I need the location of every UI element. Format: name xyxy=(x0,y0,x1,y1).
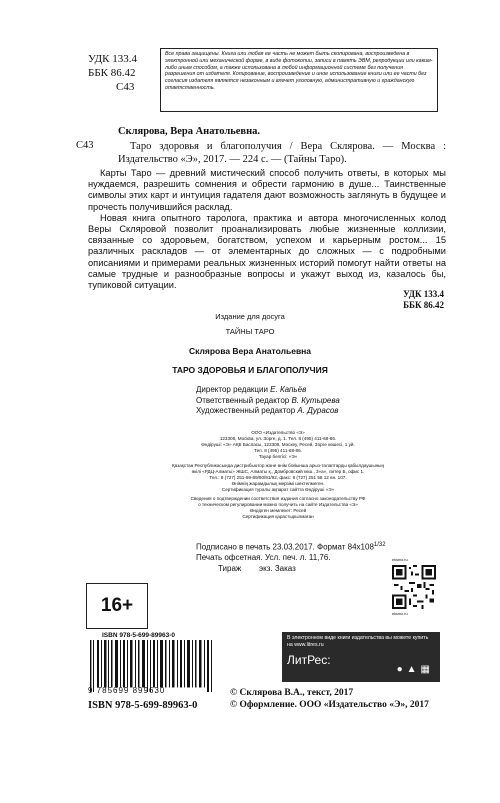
print-line: Тираж экз. Заказ xyxy=(218,563,296,573)
credit-line xyxy=(196,396,340,407)
annotation-paragraph: Новая книга опытного таролога, практика и автора многочисленных колод Веры Скляровой позволит проанализировать любые жизненные коллизии, связанные со здоровьем, богатством, успехом и карьерным ростом... 15 различных раскладов — от элементарных до сложных — с подробными описаниями и примерами реальных жизненных историй помогут найти ответы на самые трудные и разнообразные вопросы и укажут выход из, казалось бы, тупиковой ситуации. xyxy=(88,212,446,291)
print-line: Печать офсетная. Усл. печ. л. 11,76. xyxy=(196,553,331,563)
imprint-author: Склярова Вера Анатольевна xyxy=(188,346,312,356)
author-mark: С43 xyxy=(116,81,135,93)
small-line: Тауар белгісі: «Э» xyxy=(258,454,298,459)
print-line xyxy=(196,540,386,553)
small-line: Өнімнің жарамдылық мерзімі шектелмеген. xyxy=(231,481,325,486)
credit-role: Директор редакции xyxy=(196,385,268,394)
publisher-small-print xyxy=(148,430,408,520)
credit-role: Ответственный редактор xyxy=(196,395,290,405)
small-line: Тел.: 8 (727) 251-59-89/90/91/92, факс: 8 (727) 251 58 12 вн. 107. xyxy=(209,475,347,480)
small-line: Қазақстан Республикасында дистрибьютор және өнім бойынша арыз-талаптарды қабылдаушының xyxy=(171,463,385,468)
copyright-line: © Оформление. ООО «Издательство «Э», 2017 xyxy=(230,700,429,710)
small-line: Сведения о подтверждении соответствия издания согласно законодательству РФ xyxy=(190,496,366,501)
credit-line xyxy=(196,406,340,417)
store-icons xyxy=(397,664,434,675)
small-line: о техническом регулировании можно получить на сайте Издательства «Э» xyxy=(198,502,358,507)
android-icon: ▲ xyxy=(406,664,421,675)
ebook-note: В электронном виде книги издательства вы можете купить на www.litres.ru xyxy=(287,635,429,648)
udk-code-right: УДК 133.4 xyxy=(403,289,444,299)
small-line: өкілі «РДЦ-Алматы» ЖШС, Алматы қ., Домбровский көш., 3«а», литер Б, офис 1. xyxy=(191,469,365,474)
small-line: Сертификация туралы ақпарат сайтта Өндіруші «Э» xyxy=(221,487,335,492)
small-line: 123308, Москва, ул. Зорге, д. 1. Тел. 8 (495) 411-68-86. xyxy=(219,436,337,441)
ebook-promo xyxy=(282,632,440,682)
copyright-block xyxy=(230,687,429,711)
annotation-paragraph: Карты Таро — древний мистический способ получить ответы, в которых мы нуждаемся, разрешить сомнения и обрести гармонию в душе... Таинственные символы этих карт и интуиция гадателя дают возможность заглянуть в будущее и прочесть получившийся расклад. xyxy=(88,168,446,212)
classification-right xyxy=(403,289,444,311)
credit-name: В. Кутырева xyxy=(291,395,340,405)
windows-icon: ▦ xyxy=(420,664,434,675)
bibliography-description xyxy=(118,140,446,166)
small-line: Тел. 8 (495) 411-68-86. xyxy=(254,448,302,453)
edition-kind: Издание для досуга xyxy=(215,312,285,321)
qr-code-icon xyxy=(392,565,436,609)
annotation xyxy=(88,168,446,291)
rights-notice: Все права защищены. Книга или любая ее часть не может быть скопирована, воспроизведена в электронной или механической форме, в виде фотокопии, записи в память ЭВМ, репродукции или каким-либо иным способом, а также использована в любой информационной системе без получения разрешения от издателя. Копирование, воспроизведение и иное использование книги или ее части без согласия издателя является незаконным и влечет уголовную, административную и гражданскую ответственность. xyxy=(160,48,438,112)
small-line: Өндірген мемлекет: Ресей xyxy=(249,508,307,513)
print-info xyxy=(196,540,386,574)
credit-role: Художественный редактор xyxy=(196,406,296,416)
small-line: ООО «Издательство «Э» xyxy=(251,430,305,435)
credit-name: Е. Капьёв xyxy=(270,385,307,394)
copyright-line: © Склярова В.А., текст, 2017 xyxy=(230,688,354,698)
credit-line xyxy=(196,385,340,396)
barcode-isbn: ISBN 978-5-699-89963-0 xyxy=(102,632,175,639)
litres-logo: ЛитРес: xyxy=(287,653,331,667)
print-signed: Подписано в печать 23.03.2017. Формат 84х108 xyxy=(196,542,374,552)
bbk-code-right: ББК 86.42 xyxy=(403,300,444,310)
bbk-code: ББК 86.42 xyxy=(88,67,136,79)
age-rating-badge: 16+ xyxy=(86,583,148,629)
qr-caption: eksmo.ru xyxy=(392,558,408,562)
imprint-title: ТАРО ЗДОРОВЬЯ И БЛАГОПОЛУЧИЯ xyxy=(172,365,328,375)
bibliography-description-text: Таро здоровья и благополучия / Вера Склярова. — Москва : Издательство «Э», 2017. — 224 с. — (Тайны Таро). xyxy=(118,141,446,165)
small-line: Сертификация қарастырылмаған xyxy=(242,514,314,519)
isbn: ISBN 978-5-699-89963-0 xyxy=(88,700,198,711)
series-name: ТАЙНЫ ТАРО xyxy=(225,327,275,336)
bibliography-author: Склярова, Вера Анатольевна. xyxy=(118,126,261,137)
small-line: Өндіруші: «Э» АҚБ Баспасы, 123308, Мәскеу, Ресей, Зорге көшесі, 1 үй. xyxy=(201,442,355,447)
barcode-icon xyxy=(88,640,218,692)
apple-icon: ● xyxy=(396,664,407,675)
format-fraction: 1/32 xyxy=(373,542,386,548)
classification-block xyxy=(88,52,137,94)
barcode-digits: 9 785699 899630 xyxy=(88,686,166,695)
bibliography-code: С43 xyxy=(76,140,94,151)
credit-name: А. Дурасов xyxy=(297,406,339,416)
credits xyxy=(196,385,340,417)
qr-caption: eksmo.ru xyxy=(392,612,408,616)
udk-code: УДК 133.4 xyxy=(88,53,138,65)
